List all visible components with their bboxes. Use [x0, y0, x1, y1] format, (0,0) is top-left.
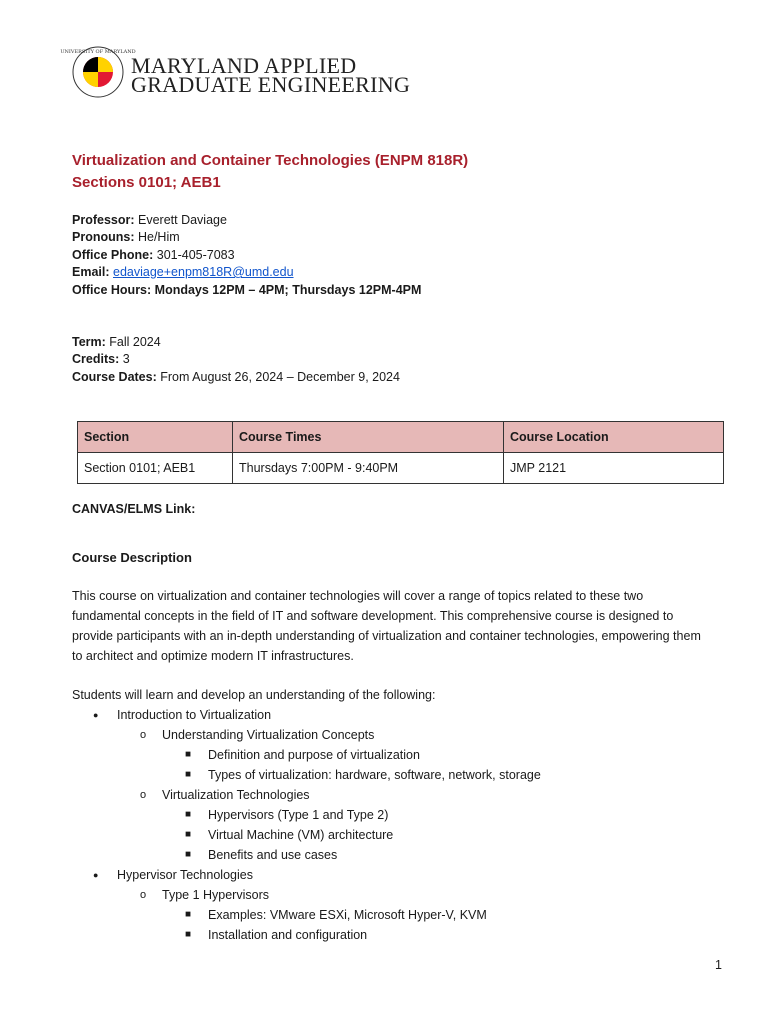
table-cell: Thursdays 7:00PM - 9:40PM [233, 453, 504, 484]
table-header: Course Location [504, 422, 724, 453]
list-item: ■ Installation and configuration [208, 925, 367, 945]
course-sections: Sections 0101; AEB1 [72, 174, 221, 191]
bullet-circle-icon: o [140, 729, 147, 741]
term-line: Term: Fall 2024 [72, 335, 161, 349]
course-schedule-table [77, 421, 724, 484]
bullet-square-icon: ■ [185, 809, 192, 820]
email-line: Email: edaviage+enpm818R@umd.edu [72, 265, 294, 279]
bullet-square-icon: ■ [185, 829, 192, 840]
bullet-square-icon: ■ [185, 769, 192, 780]
list-item: o Type 1 Hypervisors [162, 885, 269, 905]
table-cell: Section 0101; AEB1 [78, 453, 233, 484]
email-link[interactable]: edaviage+enpm818R@umd.edu [113, 265, 294, 279]
credits-line: Credits: 3 [72, 352, 130, 366]
office-hours-line: Office Hours: Mondays 12PM – 4PM; Thursdays 12PM-4PM [72, 283, 422, 297]
bullet-square-icon: ■ [185, 909, 192, 920]
page-number: 1 [715, 958, 722, 972]
list-item: ● Hypervisor Technologies [117, 865, 253, 885]
bullet-dot-icon: ● [93, 710, 99, 720]
table-header: Course Times [233, 422, 504, 453]
course-dates-line: Course Dates: From August 26, 2024 – December 9, 2024 [72, 370, 400, 384]
list-item: o Understanding Virtualization Concepts [162, 725, 374, 745]
table-header-row [78, 422, 724, 453]
course-description-paragraph: This course on virtualization and container technologies will cover a range of topics related to these two fundamental concepts in the field of IT and software development. This comprehensive course is designed to provide participants with an in-depth understanding of virtualization and container technologies, empowering them to architect and optimize modern IT infrastructures. [72, 589, 701, 663]
outline-intro: Students will learn and develop an understanding of the following: [72, 688, 436, 702]
maryland-seal-logo [60, 46, 136, 98]
list-item: ■ Definition and purpose of virtualization [208, 745, 420, 765]
topic-outline-list [0, 705, 768, 955]
seal-lettering: UNIVERSITY OF MARYLAND [60, 49, 136, 55]
canvas-link-label: CANVAS/ELMS Link: [72, 502, 196, 516]
professor-line: Professor: Everett Daviage [72, 213, 227, 227]
pronouns-line: Pronouns: He/Him [72, 230, 180, 244]
list-item: ■ Examples: VMware ESXi, Microsoft Hyper-V, KVM [208, 905, 487, 925]
logo-title-line1: MARYLAND APPLIED [131, 53, 357, 78]
list-item: o Virtualization Technologies [162, 785, 310, 805]
list-item: ● Introduction to Virtualization [117, 705, 271, 725]
table-cell: JMP 2121 [504, 453, 724, 484]
table-header: Section [78, 422, 233, 453]
course-title: Virtualization and Container Technologies (ENPM 818R) [72, 152, 469, 169]
bullet-square-icon: ■ [185, 849, 192, 860]
list-item: ■ Benefits and use cases [208, 845, 337, 865]
office-phone-line: Office Phone: 301-405-7083 [72, 248, 235, 262]
bullet-square-icon: ■ [185, 929, 192, 940]
bullet-dot-icon: ● [93, 870, 99, 880]
bullet-square-icon: ■ [185, 749, 192, 760]
list-item: ■ Types of virtualization: hardware, software, network, storage [208, 765, 541, 785]
list-item: ■ Virtual Machine (VM) architecture [208, 825, 393, 845]
table-row [78, 453, 724, 484]
course-description-heading: Course Description [72, 550, 192, 565]
bullet-circle-icon: o [140, 789, 147, 801]
list-item: ■ Hypervisors (Type 1 and Type 2) [208, 805, 388, 825]
logo-title-line2: GRADUATE ENGINEERING [131, 72, 411, 97]
bullet-circle-icon: o [140, 889, 147, 901]
